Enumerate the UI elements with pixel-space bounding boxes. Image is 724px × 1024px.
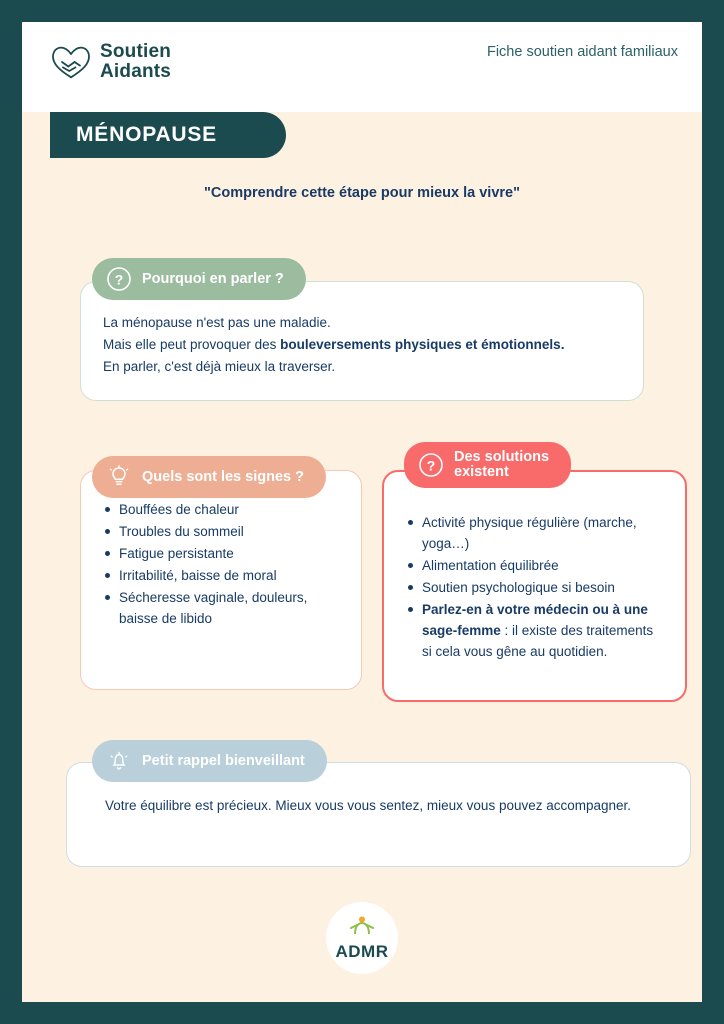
header-note: Fiche soutien aidant familiaux [486, 44, 678, 60]
lightbulb-icon [106, 464, 132, 490]
card-solutions-body [384, 472, 685, 681]
page-subtitle: "Comprendre cette étape pour mieux la vivre" [204, 185, 520, 201]
chip-note-label: Petit rappel bienveillant [142, 753, 305, 769]
logo-line-2: Aidants [100, 61, 172, 82]
card-signs [80, 470, 362, 690]
admr-label: ADMR [335, 942, 389, 961]
chip-signs-label: Quels sont les signes ? [142, 469, 304, 485]
page-header [22, 22, 702, 112]
logo-text [100, 42, 171, 82]
admr-logo [326, 902, 398, 974]
heart-hands-icon [50, 44, 92, 80]
list-item: Sécheresse vaginale, douleurs, baisse de libido [103, 587, 339, 629]
chip-solutions-label-line-1: Des solutions [454, 449, 550, 465]
bell-icon [106, 748, 132, 774]
chip-solutions [404, 442, 571, 488]
chip-why [92, 258, 306, 300]
why-line-3: En parler, c'est déjà mieux la traverser. [103, 359, 336, 374]
why-line-2-bold: bouleversements physiques et émotionnels. [280, 337, 565, 352]
list-item: Fatigue persistante [103, 543, 339, 564]
why-line-1: La ménopause n'est pas une maladie. [103, 315, 331, 330]
note-text: Votre équilibre est précieux. Mieux vous vous sentez, mieux vous pouvez accompagner. [105, 798, 632, 813]
why-line-2-pre: Mais elle peut provoquer des [103, 337, 281, 352]
solutions-last-rest: : il existe des traitements si cela vous gêne au quotidien. [422, 623, 654, 659]
soutien-aidants-logo [50, 42, 171, 82]
admr-mark-icon [347, 914, 377, 941]
why-line-2 [103, 334, 621, 355]
chip-why-label: Pourquoi en parler ? [142, 271, 284, 287]
list-item: Irritabilité, baisse de moral [103, 565, 339, 586]
page-title [50, 112, 286, 158]
list-item: Troubles du sommeil [103, 521, 339, 542]
solutions-list [406, 512, 663, 662]
list-item: Soutien psychologique si besoin [406, 577, 663, 598]
list-item: Bouffées de chaleur [103, 499, 339, 520]
fiche-page [22, 22, 702, 1002]
chip-solutions-label [454, 450, 549, 480]
page-title-label: MÉNOPAUSE [76, 123, 217, 146]
list-item: Alimentation équilibrée [406, 555, 663, 576]
chip-signs [92, 456, 326, 498]
chip-solutions-label-line-2: existent [454, 464, 509, 480]
card-solutions [382, 470, 687, 702]
signs-list [103, 499, 339, 629]
chip-note [92, 740, 327, 782]
solutions-last-bold: Parlez-en à votre médecin ou à une sage-femme [422, 602, 648, 638]
question-mark-icon [418, 452, 444, 478]
svg-text:?: ? [114, 271, 124, 288]
svg-text:?: ? [426, 457, 436, 474]
question-mark-icon [106, 266, 132, 292]
logo-line-1: Soutien [100, 41, 172, 62]
list-item: Activité physique régulière (marche, yoga…) [406, 512, 663, 554]
list-item [406, 599, 663, 662]
